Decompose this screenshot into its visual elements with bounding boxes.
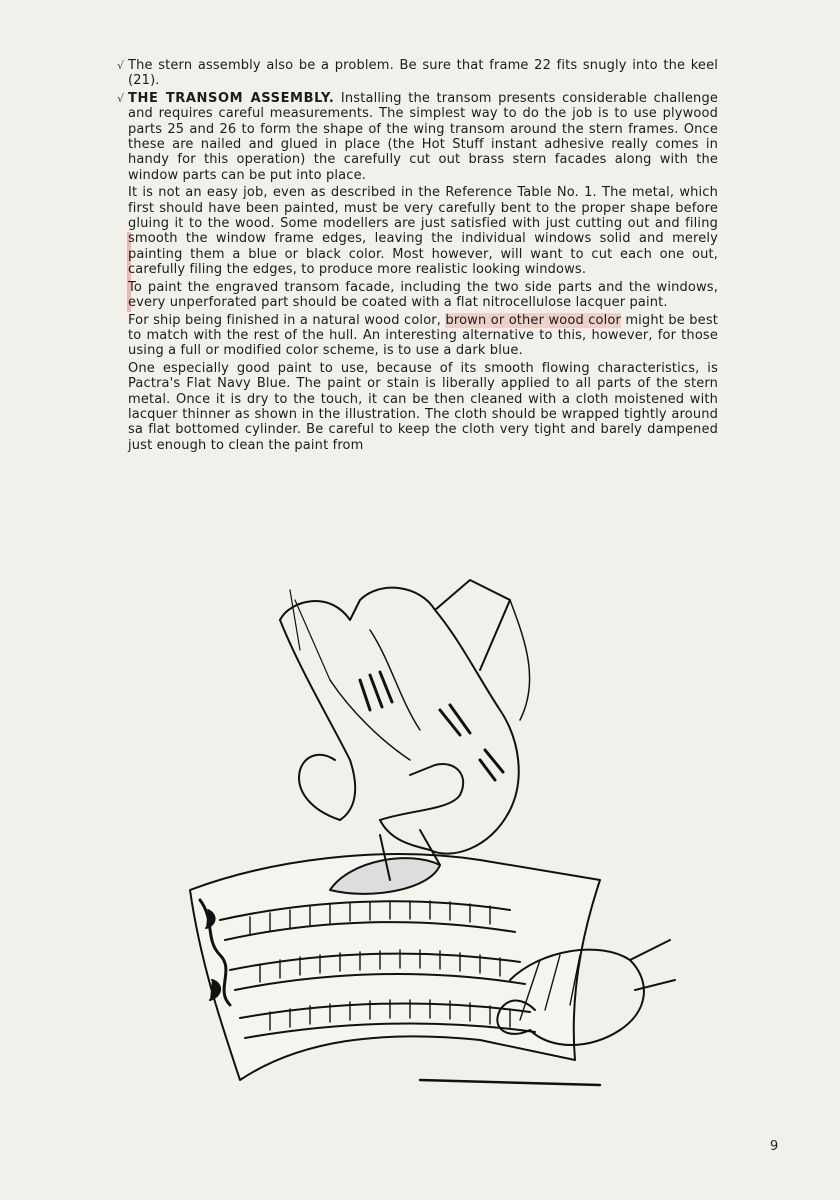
paragraph-wood-color: For ship being finished in a natural wood color, brown or other wood color might be best to match with the rest of the hull. An interesting alternative to this, however, for those using a full or modified color scheme, is to use a dark blue.	[128, 312, 718, 359]
paragraph-paint-facade: To paint the engraved transom facade, including the two side parts and the windows, every unperforated part should be coated with a flat nitrocellulose lacquer paint.	[128, 279, 718, 311]
page-number: 9	[770, 1139, 779, 1154]
check-mark: √	[117, 91, 125, 105]
highlighted-text: brown or other wood color	[445, 312, 621, 328]
paragraph-navy-blue: One especially good paint to use, because of its smooth flowing characteristics, is Pactra's Flat Navy Blue. The paint or stain is liberally applied to all parts of the stern metal. Once it is dry to the touch, it can be then cleaned with a cloth moistened with lacquer thinner as shown in the illustration. The cloth should be wrapped tightly around sa flat bottomed cylinder. Be careful to keep the cloth very tight and barely dampened just enough to clean the paint from	[128, 360, 718, 453]
body-text	[117, 58, 718, 455]
hands-cleaning-transom-illustration	[180, 560, 680, 1110]
paragraph-stern-assembly: √ The stern assembly also be a problem. Be sure that frame 22 fits snugly into the keel (21).	[117, 58, 718, 89]
paragraph-metal-bending: It is not an easy job, even as described in the Reference Table No. 1. The metal, which first should have been painted, must be very carefully bent to the proper shape before gluing it to the wood. Some modellers are just satisfied with just cutting out and filing smooth the window frame edges, leaving the individual windows solid and merely painting them a blue or black color. Most however, will want to cut each one out, carefully filing the edges, to produce more realistic looking windows.	[128, 185, 718, 278]
paragraph-transom-assembly: √ THE TRANSOM ASSEMBLY. Installing the transom presents considerable challenge and requires careful measurements. The simplest way to do the job is to use plywood parts 25 and 26 to form the shape of the wing transom around the stern frames. Once these are nailed and glued in place (the Hot Stuff instant adhesive really comes in handy for this operation) the carefully cut out brass stern facades along with the window parts can be put into place.	[117, 90, 718, 183]
check-mark: √	[117, 59, 125, 72]
section-heading: THE TRANSOM ASSEMBLY.	[128, 90, 335, 106]
